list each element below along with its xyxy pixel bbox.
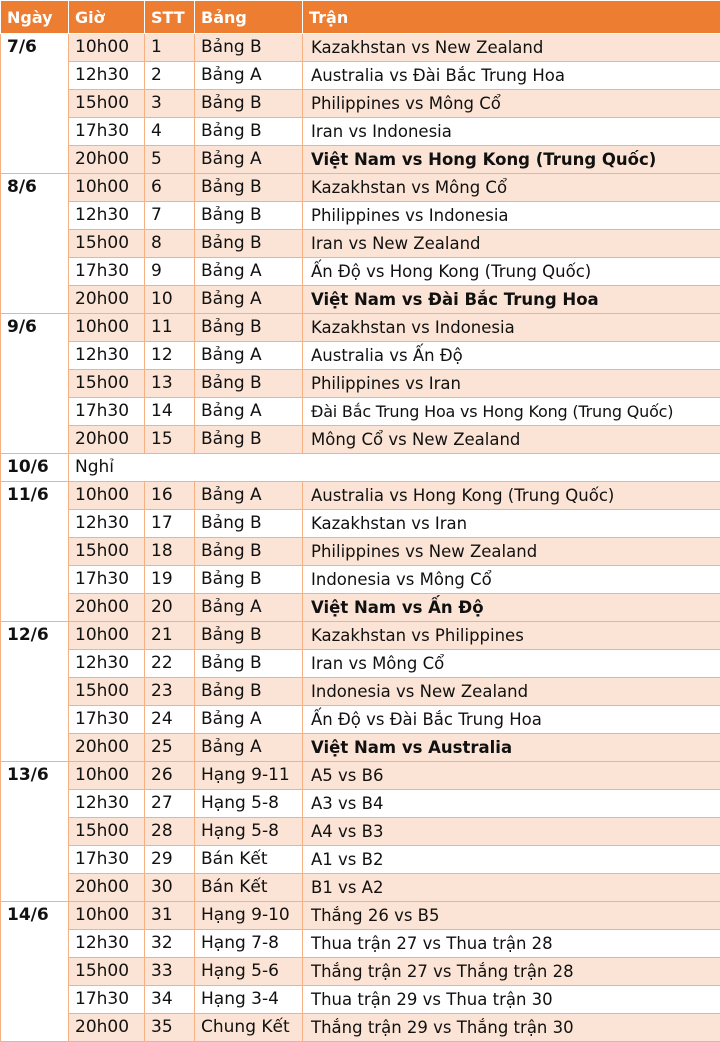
match-group: Bảng A (195, 258, 303, 286)
match-teams: Indonesia vs Mông Cổ (303, 566, 720, 594)
match-teams: Kazakhstan vs Mông Cổ (303, 174, 720, 202)
match-row (1, 258, 720, 286)
match-teams: B1 vs A2 (303, 874, 720, 902)
match-group: Bảng B (195, 34, 303, 62)
match-time: 20h00 (69, 426, 145, 454)
match-row (1, 174, 720, 202)
match-group: Hạng 9-11 (195, 762, 303, 790)
match-time: 10h00 (69, 762, 145, 790)
match-number: 11 (145, 314, 195, 342)
match-teams: Philippines vs Iran (303, 370, 720, 398)
match-row (1, 986, 720, 1014)
match-time: 15h00 (69, 818, 145, 846)
match-row (1, 398, 720, 426)
match-teams: Đài Bắc Trung Hoa vs Hong Kong (Trung Quốc) (303, 398, 720, 426)
match-row (1, 146, 720, 174)
match-time: 17h30 (69, 706, 145, 734)
match-number: 14 (145, 398, 195, 426)
header-time: Giờ (69, 1, 145, 34)
match-teams: Australia vs Hong Kong (Trung Quốc) (303, 482, 720, 510)
match-time: 10h00 (69, 622, 145, 650)
day-date: 9/6 (1, 314, 69, 454)
match-number: 9 (145, 258, 195, 286)
match-teams: Kazakhstan vs Indonesia (303, 314, 720, 342)
match-teams: Ấn Độ vs Hong Kong (Trung Quốc) (303, 258, 720, 286)
match-teams: Indonesia vs New Zealand (303, 678, 720, 706)
match-time: 15h00 (69, 90, 145, 118)
match-time: 10h00 (69, 482, 145, 510)
match-teams: Australia vs Đài Bắc Trung Hoa (303, 62, 720, 90)
match-number: 21 (145, 622, 195, 650)
match-teams: Thắng trận 29 vs Thắng trận 30 (303, 1014, 720, 1042)
match-group: Bảng B (195, 650, 303, 678)
match-teams: Philippines vs New Zealand (303, 538, 720, 566)
header-match: Trận (303, 1, 720, 34)
match-row (1, 118, 720, 146)
match-teams: Iran vs Indonesia (303, 118, 720, 146)
match-number: 20 (145, 594, 195, 622)
rest-day-row (1, 454, 720, 482)
match-row (1, 538, 720, 566)
match-teams: Iran vs Mông Cổ (303, 650, 720, 678)
match-time: 10h00 (69, 902, 145, 930)
match-teams: Ấn Độ vs Đài Bắc Trung Hoa (303, 706, 720, 734)
match-number: 2 (145, 62, 195, 90)
match-row (1, 678, 720, 706)
match-group: Bảng A (195, 594, 303, 622)
match-group: Hạng 7-8 (195, 930, 303, 958)
match-time: 20h00 (69, 286, 145, 314)
match-number: 13 (145, 370, 195, 398)
match-time: 15h00 (69, 538, 145, 566)
match-number: 5 (145, 146, 195, 174)
match-row (1, 930, 720, 958)
match-time: 10h00 (69, 34, 145, 62)
match-group: Hạng 5-8 (195, 818, 303, 846)
match-time: 17h30 (69, 258, 145, 286)
match-time: 17h30 (69, 846, 145, 874)
match-group: Hạng 9-10 (195, 902, 303, 930)
match-teams: Kazakhstan vs New Zealand (303, 34, 720, 62)
match-number: 30 (145, 874, 195, 902)
match-number: 22 (145, 650, 195, 678)
match-row (1, 230, 720, 258)
match-row (1, 594, 720, 622)
match-row (1, 734, 720, 762)
match-teams: Việt Nam vs Đài Bắc Trung Hoa (303, 286, 720, 314)
match-row (1, 314, 720, 342)
match-teams: Kazakhstan vs Iran (303, 510, 720, 538)
match-row (1, 762, 720, 790)
match-row (1, 426, 720, 454)
header-date: Ngày (1, 1, 69, 34)
match-number: 8 (145, 230, 195, 258)
match-group: Bảng A (195, 482, 303, 510)
match-row (1, 510, 720, 538)
match-group: Bảng B (195, 202, 303, 230)
match-row (1, 902, 720, 930)
match-time: 10h00 (69, 314, 145, 342)
match-row (1, 846, 720, 874)
match-row (1, 34, 720, 62)
match-group: Bảng B (195, 622, 303, 650)
match-number: 25 (145, 734, 195, 762)
match-number: 6 (145, 174, 195, 202)
match-group: Bảng B (195, 370, 303, 398)
match-row (1, 650, 720, 678)
match-time: 17h30 (69, 566, 145, 594)
match-time: 15h00 (69, 370, 145, 398)
match-group: Bảng B (195, 538, 303, 566)
match-group: Bảng B (195, 90, 303, 118)
schedule-body (1, 34, 720, 1042)
match-time: 12h30 (69, 202, 145, 230)
match-group: Bảng B (195, 678, 303, 706)
match-group: Bảng A (195, 146, 303, 174)
match-teams: A1 vs B2 (303, 846, 720, 874)
rest-label: Nghỉ (69, 454, 720, 482)
match-number: 32 (145, 930, 195, 958)
match-number: 34 (145, 986, 195, 1014)
match-teams: Philippines vs Mông Cổ (303, 90, 720, 118)
match-time: 12h30 (69, 62, 145, 90)
match-number: 28 (145, 818, 195, 846)
match-time: 17h30 (69, 986, 145, 1014)
match-time: 20h00 (69, 874, 145, 902)
match-time: 15h00 (69, 230, 145, 258)
match-teams: Mông Cổ vs New Zealand (303, 426, 720, 454)
day-date: 7/6 (1, 34, 69, 174)
match-time: 20h00 (69, 146, 145, 174)
match-time: 17h30 (69, 398, 145, 426)
match-group: Bảng B (195, 510, 303, 538)
header-no: STT (145, 1, 195, 34)
match-group: Chung Kết (195, 1014, 303, 1042)
match-number: 1 (145, 34, 195, 62)
match-time: 12h30 (69, 650, 145, 678)
match-teams: Australia vs Ấn Độ (303, 342, 720, 370)
match-group: Bán Kết (195, 874, 303, 902)
match-group: Bảng B (195, 230, 303, 258)
header-group: Bảng (195, 1, 303, 34)
match-number: 12 (145, 342, 195, 370)
match-time: 12h30 (69, 790, 145, 818)
match-time: 20h00 (69, 594, 145, 622)
match-teams: Thắng 26 vs B5 (303, 902, 720, 930)
match-time: 20h00 (69, 1014, 145, 1042)
match-time: 15h00 (69, 958, 145, 986)
match-group: Bảng B (195, 314, 303, 342)
match-row (1, 90, 720, 118)
match-row (1, 370, 720, 398)
match-group: Bảng A (195, 62, 303, 90)
match-row (1, 62, 720, 90)
match-number: 29 (145, 846, 195, 874)
match-group: Hạng 3-4 (195, 986, 303, 1014)
day-date: 12/6 (1, 622, 69, 762)
match-group: Bảng A (195, 734, 303, 762)
match-number: 7 (145, 202, 195, 230)
match-teams: Iran vs New Zealand (303, 230, 720, 258)
match-row (1, 566, 720, 594)
match-row (1, 202, 720, 230)
match-row (1, 482, 720, 510)
match-row (1, 874, 720, 902)
match-number: 10 (145, 286, 195, 314)
match-number: 35 (145, 1014, 195, 1042)
match-group: Bảng B (195, 566, 303, 594)
day-date: 10/6 (1, 454, 69, 482)
match-number: 18 (145, 538, 195, 566)
day-date: 14/6 (1, 902, 69, 1042)
match-time: 15h00 (69, 678, 145, 706)
match-row (1, 342, 720, 370)
match-group: Hạng 5-6 (195, 958, 303, 986)
match-group: Hạng 5-8 (195, 790, 303, 818)
match-number: 24 (145, 706, 195, 734)
match-row (1, 790, 720, 818)
match-number: 3 (145, 90, 195, 118)
match-row (1, 286, 720, 314)
match-time: 20h00 (69, 734, 145, 762)
match-row (1, 622, 720, 650)
match-teams: A4 vs B3 (303, 818, 720, 846)
header-row (1, 1, 720, 34)
day-date: 11/6 (1, 482, 69, 622)
match-group: Bảng B (195, 174, 303, 202)
match-number: 19 (145, 566, 195, 594)
match-time: 12h30 (69, 510, 145, 538)
match-teams: Thua trận 29 vs Thua trận 30 (303, 986, 720, 1014)
match-teams: A3 vs B4 (303, 790, 720, 818)
match-teams: Việt Nam vs Australia (303, 734, 720, 762)
match-group: Bảng A (195, 342, 303, 370)
day-date: 8/6 (1, 174, 69, 314)
match-number: 26 (145, 762, 195, 790)
match-group: Bảng A (195, 398, 303, 426)
match-number: 31 (145, 902, 195, 930)
match-group: Bảng A (195, 706, 303, 734)
match-time: 10h00 (69, 174, 145, 202)
match-teams: Kazakhstan vs Philippines (303, 622, 720, 650)
match-group: Bảng A (195, 286, 303, 314)
match-row (1, 1014, 720, 1042)
match-row (1, 958, 720, 986)
match-teams: Thua trận 27 vs Thua trận 28 (303, 930, 720, 958)
match-group: Bảng B (195, 426, 303, 454)
match-group: Bán Kết (195, 846, 303, 874)
match-number: 4 (145, 118, 195, 146)
match-teams: Philippines vs Indonesia (303, 202, 720, 230)
match-number: 17 (145, 510, 195, 538)
match-time: 12h30 (69, 930, 145, 958)
match-number: 15 (145, 426, 195, 454)
match-teams: Việt Nam vs Ấn Độ (303, 594, 720, 622)
match-time: 17h30 (69, 118, 145, 146)
match-teams: Việt Nam vs Hong Kong (Trung Quốc) (303, 146, 720, 174)
match-time: 12h30 (69, 342, 145, 370)
match-teams: Thắng trận 27 vs Thắng trận 28 (303, 958, 720, 986)
match-number: 27 (145, 790, 195, 818)
match-number: 23 (145, 678, 195, 706)
match-teams: A5 vs B6 (303, 762, 720, 790)
match-group: Bảng B (195, 118, 303, 146)
match-number: 16 (145, 482, 195, 510)
day-date: 13/6 (1, 762, 69, 902)
match-row (1, 818, 720, 846)
match-row (1, 706, 720, 734)
match-number: 33 (145, 958, 195, 986)
